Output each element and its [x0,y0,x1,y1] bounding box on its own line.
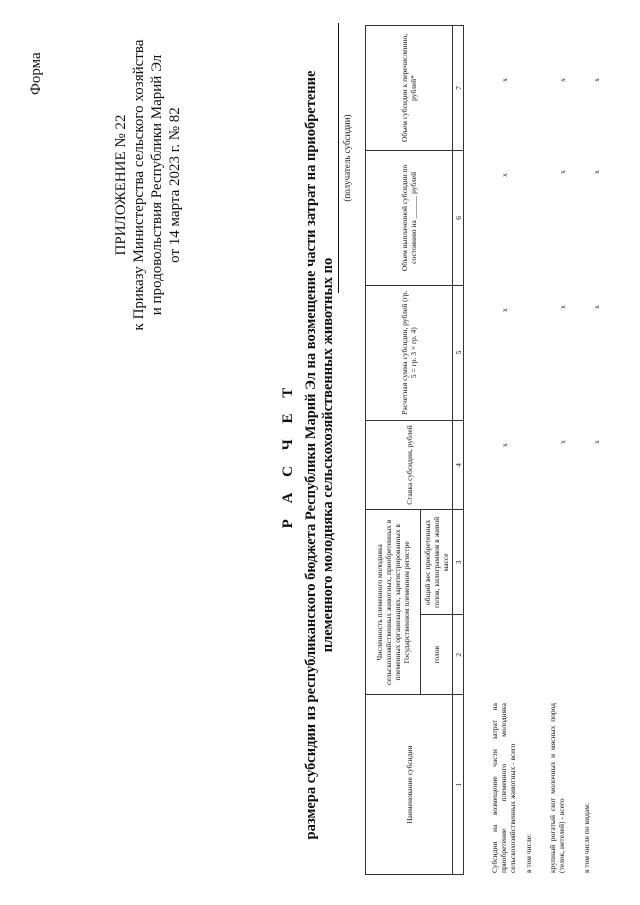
col-number-7: 7 [453,26,464,151]
row-cell: x [500,78,509,82]
header-subsidy-rate: Ставка субсидии, рублей [366,420,453,510]
col-number-4: 4 [453,420,464,510]
table-row [548,25,582,875]
row-cell: x [558,78,567,82]
row-label: в том числе по видам: [582,802,591,873]
document-heading: Р А С Ч Е Т [280,381,296,529]
row-cell: x [592,440,601,444]
table-row [524,25,548,875]
appendix-line-4: от 14 марта 2023 г. № 82 [167,107,183,263]
header-calculated-sum: Расчетная сумма субсидии, рублей (гр. 5 = гр. 3 × гр. 4) [366,285,453,420]
appendix-line-3: и продовольствия Республики Марий Эл [149,54,165,316]
row-cell: x [558,305,567,309]
recipient-underline [338,23,339,293]
row-cell: x [558,440,567,444]
subsidy-table [365,25,464,875]
header-subsidy-name: Наименование субсидии [366,695,453,875]
col-number-5: 5 [453,285,464,420]
header-paid-volume: Объем выплаченной субсидии по состоянию на ______ рублей [366,150,453,285]
rotated-page [20,25,620,885]
row-cell: x [500,443,509,447]
header-total-weight: общий вес приобретенных голов, килограммов в живой массе [421,510,453,615]
col-number-6: 6 [453,150,464,285]
col-number-3: 3 [453,510,464,615]
title-line-2: племенного молодняка сельскохозяйственных животных по [320,257,336,653]
table-row [582,25,616,875]
title-line-1: размера субсидии из республиканского бюджета Республики Марий Эл на возмещение части затрат на приобретение [303,70,319,840]
header-transfer-volume: Объем субсидии к перечислению, рублей* [366,26,453,151]
col-number-1: 1 [453,695,464,875]
first-row-x-marks [500,25,512,875]
header-heads: голов [421,615,453,695]
header-livestock-count: Численность племенного молодняка сельскохозяйственных животных, приобретенных в племенных организациях, зарегистрированных в Государственном племенном регистре [366,510,421,695]
row-label: крупный рогатый скот молочных и мясных пород (телок, нетелей) - всего [548,703,566,873]
row-cell: x [500,173,509,177]
row-label: Субсидии на возмещение части затрат на приобретение племенного молодняка сельскохозяйственных животных - всего [490,703,517,873]
row-cell: x [558,170,567,174]
col-number-2: 2 [453,615,464,695]
appendix-line-2: к Приказу Министерства сельского хозяйства [131,39,147,331]
row-cell: x [592,170,601,174]
row-cell: x [592,78,601,82]
row-label: в том числе: [524,833,533,873]
row-cell: x [500,308,509,312]
form-label: Форма [28,52,44,95]
row-cell: x [592,305,601,309]
document-title [303,25,337,885]
appendix-block [112,25,184,345]
appendix-line-1: ПРИЛОЖЕНИЕ № 22 [113,114,129,256]
recipient-hint: (получатель субсидии) [342,114,352,202]
